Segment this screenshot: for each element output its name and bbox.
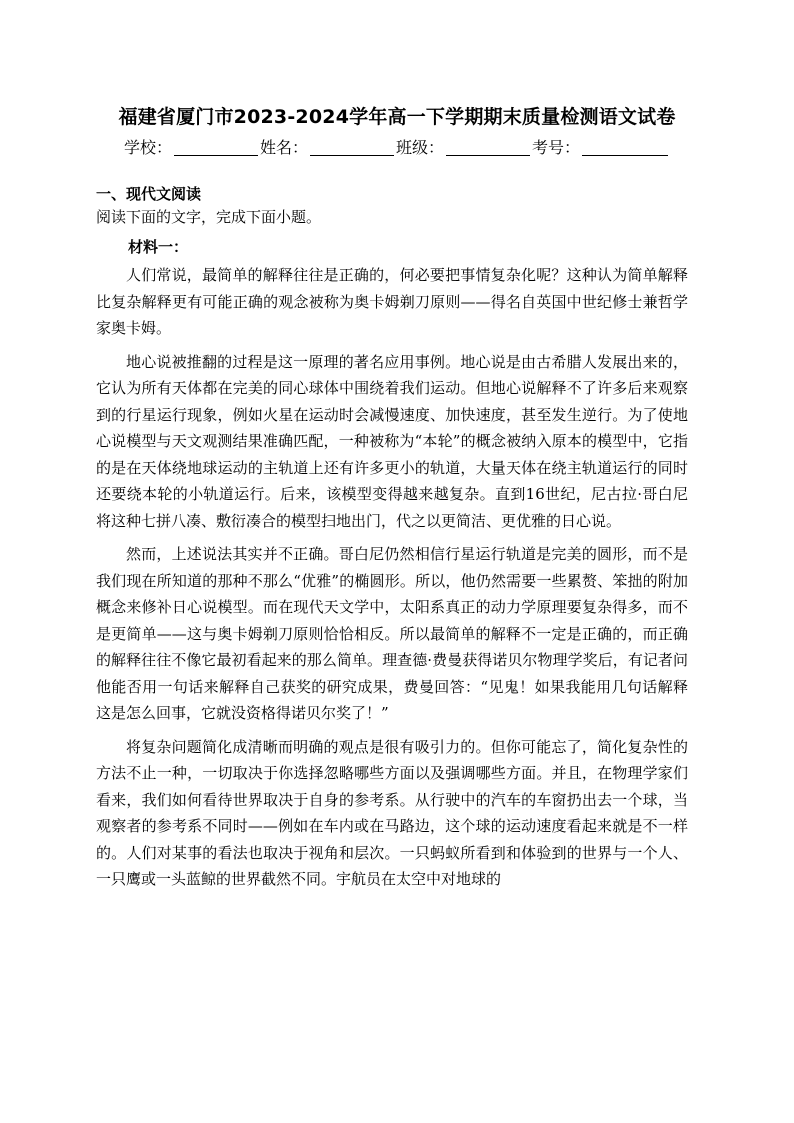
passage-paragraph: 人们常说，最简单的解释往往是正确的，何必要把事情复杂化呢？这种认为简单解释比复杂解释更有可能正确的观念被称为奥卡姆剃刀原则——得名自英国中世纪修士兼哲学家奥卡姆。: [96, 266, 688, 337]
school-label: 学校：: [124, 138, 173, 157]
exam-title: 福建省厦门市2023-2024学年高一下学期期末质量检测语文试卷: [118, 106, 676, 128]
name-blank[interactable]: [310, 137, 394, 156]
number-label: 考号：: [532, 138, 581, 157]
student-info-row: [124, 134, 684, 158]
section-heading: 一、现代文阅读: [96, 185, 202, 203]
material-label: 材料一：: [128, 238, 189, 256]
section-instruction: 阅读下面的文字，完成下面小题。: [96, 208, 322, 226]
school-blank[interactable]: [174, 137, 258, 156]
reading-passage: [96, 262, 688, 900]
passage-paragraph: 地心说被推翻的过程是这一原理的著名应用事例。地心说是由古希腊人发展出来的，它认为所有天体都在完美的同心球体中围绕着我们运动。但地心说解释不了许多后来观察到的行星运行现象，例如火星在运动时会减慢速度、加快速度，甚至发生逆行。为了使地心说模型与天文观测结果准确匹配，一种被称为“本轮”的概念被纳入原本的模型中，它指的是在天体绕地球运动的主轨道上还有许多更小的轨道，大量天体在绕主轨道运行的同时还要绕本轮的小轨道运行。后来，该模型变得越来越复杂。直到16世纪，尼古拉·哥白尼将这种七拼八凑、敷衍凑合的模型扫地出门，代之以更简洁、更优雅的日心说。: [96, 352, 688, 530]
class-blank[interactable]: [446, 137, 530, 156]
passage-paragraph: 然而，上述说法其实并不正确。哥白尼仍然相信行星运行轨道是完美的圆形，而不是我们现在所知道的那种不那么“优雅”的椭圆形。所以，他仍然需要一些累赘、笨拙的附加概念来修补日心说模型。而在现代天文学中，太阳系真正的动力学原理要复杂得多，而不是更简单——这与奥卡姆剃刀原则恰恰相反。所以最简单的解释不一定是正确的，而正确的解释往往不像它最初看起来的那么简单。理查德·费曼获得诺贝尔物理学奖后，有记者问他能否用一句话来解释自己获奖的研究成果，费曼回答：“见鬼！如果我能用几句话解释这是怎么回事，它就没资格得诺贝尔奖了！”: [96, 545, 688, 722]
class-label: 班级：: [396, 138, 445, 157]
passage-paragraph: 将复杂问题简化成清晰而明确的观点是很有吸引力的。但你可能忘了，简化复杂性的方法不止一种，一切取决于你选择忽略哪些方面以及强调哪些方面。并且，在物理学家们看来，我们如何看待世界取决于自身的参考系。从行驶中的汽车的车窗扔出去一个球，当观察者的参考系不同时——例如在车内或在马路边，这个球的运动速度看起来就是不一样的。人们对某事的看法也取决于视角和层次。一只蚂蚁所看到和体验到的世界与一个人、一只鹰或一头蓝鲸的世界截然不同。宇航员在太空中对地球的: [96, 737, 688, 888]
number-blank[interactable]: [582, 137, 668, 156]
name-label: 姓名：: [260, 138, 309, 157]
